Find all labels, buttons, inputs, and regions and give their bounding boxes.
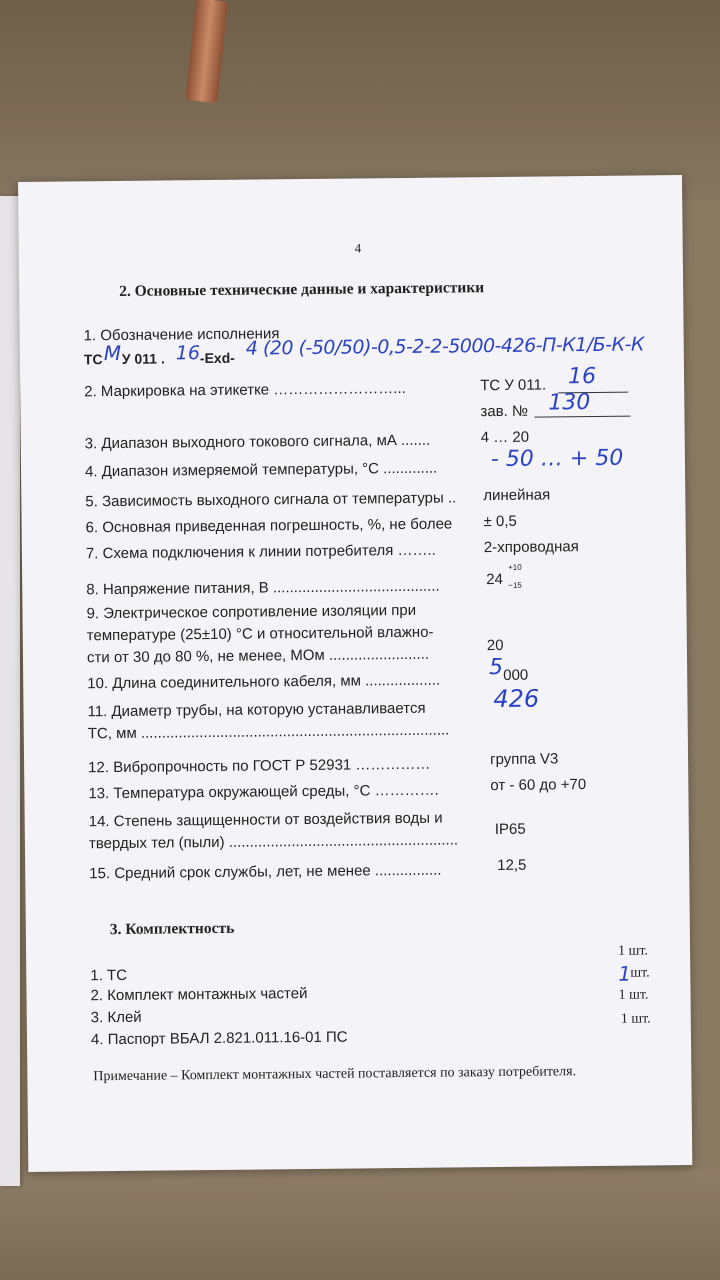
item-3-label: 3. Диапазон выходного токового сигнала, мА ....... [84, 431, 431, 453]
item-9-label: 9. Электрическое сопротивление изоляции при [86, 601, 417, 623]
item-1-label: 1. Обозначение исполнения [83, 325, 280, 345]
item-5-value: линейная [483, 486, 551, 505]
designation-hw-m: М [103, 340, 122, 366]
item-9-label-2: температуре (25±10) °С и относительной влажно- [86, 623, 434, 645]
kit-item-2-label: 2. Комплект монтажных частей [90, 985, 308, 1005]
designation-exd: -Exd- [199, 349, 235, 367]
item-4-label: 4. Диапазон измеряемой температуры, °С ............. [84, 459, 438, 481]
item-6-label: 6. Основная приведенная погрешность, %, не более [85, 515, 453, 537]
item-14-value: IP65 [494, 820, 526, 839]
item-8-value: 24 [486, 570, 503, 589]
serial-underline [534, 416, 630, 418]
item-11-hw: 426 [493, 684, 540, 714]
background-top [0, 0, 720, 200]
item-2-label: 2. Маркировка на этикетке ……………………... [84, 379, 406, 401]
item-3-value: 4 … 20 [480, 428, 530, 447]
item-7-value: 2-хпроводная [483, 538, 579, 557]
designation-mid: У 011 . [121, 350, 165, 367]
serial-label: зав. № [480, 402, 529, 421]
item-10-hw: 5 [488, 654, 504, 681]
designation-hw-16: 16 [175, 342, 201, 365]
item-2-value: ТС У 011. [480, 376, 547, 395]
section-3-title: 3. Комплектность [109, 919, 235, 939]
item-9-value: 20 [486, 636, 504, 655]
item-12-label: 12. Вибропрочность по ГОСТ Р 52931 …………… [88, 755, 431, 777]
item-5-label: 5. Зависимость выходного сигнала от температуры .. [85, 489, 457, 511]
serial-hw: 130 [548, 390, 591, 416]
item-4-hw: - 50 … + 50 [490, 445, 624, 473]
kit-item-2-qty: шт. [630, 965, 650, 981]
kit-item-4-qty: 1 шт. [620, 1011, 651, 1027]
item-8-label: 8. Напряжение питания, В ........................................ [86, 577, 440, 599]
item-15-label: 15. Средний срок службы, лет, не менее ................ [89, 861, 442, 883]
item-14-label: 14. Степень защищенности от воздействия воды и [88, 809, 443, 831]
item-13-value: от - 60 до +70 [490, 776, 587, 795]
item-15-value: 12,5 [497, 856, 527, 875]
item-9-label-3: сти от 30 до 80 %, не менее, МОм ........................ [86, 645, 430, 667]
item-11-label: 11. Диаметр трубы, на которую устанавливается [87, 699, 426, 721]
item-8-tol-minus: −15 [508, 580, 522, 590]
item-2-hw: 16 [567, 363, 597, 390]
kit-item-1-label: 1. ТС [90, 966, 128, 985]
item-10-label: 10. Длина соединительного кабеля, мм .................. [87, 671, 441, 693]
designation-hw-code: 4 (20 (-50/50)-0,5-2-2-5000-426-П-К1/Б-К-К [245, 333, 645, 360]
item-12-value: группа V3 [489, 750, 559, 769]
note: Примечание – Комплект монтажных частей поставляется по заказу потребителя. [93, 1064, 577, 1085]
item-13-label: 13. Температура окружающей среды, °С …………. [88, 781, 439, 803]
kit-item-3-qty: 1 шт. [618, 987, 649, 1003]
page-number: 4 [354, 240, 362, 256]
kit-item-3-label: 3. Клей [90, 1008, 142, 1027]
kit-item-1-qty: 1 шт. [618, 943, 649, 959]
item-11-label-2: ТС, мм .......................................................................... [87, 721, 450, 743]
document-page [18, 175, 692, 1172]
item-10-value: 000 [503, 666, 529, 684]
kit-item-4-label: 4. Паспорт ВБАЛ 2.821.011.16-01 ПС [90, 1028, 348, 1049]
item-14-label-2: твердых тел (пыли) ....................................................... [88, 831, 459, 853]
item-8-tol-plus: +10 [508, 562, 522, 572]
section-2-title: 2. Основные технические данные и характеристики [119, 279, 485, 300]
left-page-edge [0, 196, 20, 1186]
kit-item-2-hw: 1 [618, 961, 632, 986]
designation-prefix: ТС [83, 351, 103, 368]
item-6-value: ± 0,5 [483, 512, 517, 531]
background-bottom [0, 1170, 720, 1280]
item-7-label: 7. Схема подключения к линии потребителя …….. [85, 541, 436, 563]
